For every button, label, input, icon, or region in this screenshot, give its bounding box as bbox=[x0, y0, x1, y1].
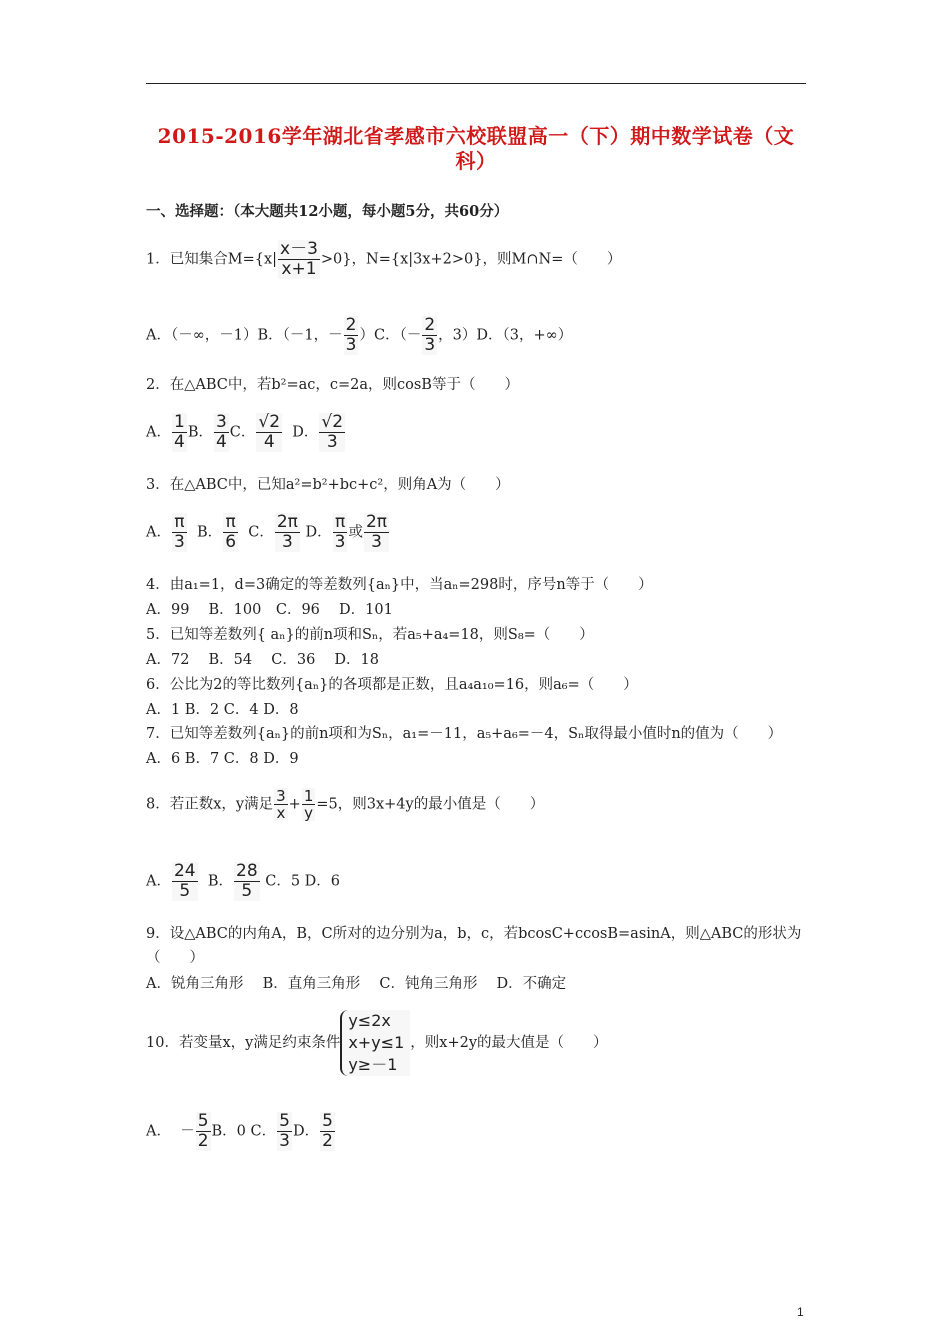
q1-fraction: $\frac{x-3}{x+1}$ bbox=[280, 239, 318, 279]
question-9-options: A．锐角三角形 B．直角三角形 C．钝角三角形 D．不确定 bbox=[146, 976, 567, 992]
question-6: 6．公比为2的等比数列{aₙ}的各项都是正数，且a₄a₁₀=16，则a₆=（ ） bbox=[146, 677, 638, 693]
question-8: 8．若正数x，y满足 $\frac{3}{x}$ + $\frac{1}{y}$ =5，则3x+4y的最小值是（ ） bbox=[146, 787, 545, 822]
question-1-options: A．（－∞，－1）B．（－1，－ $\frac{2}{3}$ ）C．（－ $\frac{2}{3}$ ，3）D．（3，+∞） bbox=[146, 315, 573, 355]
question-1 bbox=[146, 240, 621, 279]
q1-prefix: 1．已知集合M={x| bbox=[146, 251, 278, 268]
question-9-line2: （ ） bbox=[146, 950, 204, 966]
header-rule bbox=[146, 83, 806, 84]
question-2: 2．在△ABC中，若b²=ac，c=2a，则cosB等于（ ） bbox=[146, 377, 519, 393]
constraint-system: y≤2x x+y≤1 y≥－1 bbox=[340, 1010, 410, 1076]
q1-frac-b: $\frac{2}{3}$ bbox=[345, 315, 357, 355]
question-3-options: A． $\frac{\pi}{3}$ B． $\frac{\pi}{6}$ C． $\frac{2\pi}{3}$ D． $\frac{\pi}{3}$ 或 $\frac{2\pi}{3}$ bbox=[146, 512, 388, 552]
q1-frac-c: $\frac{2}{3}$ bbox=[424, 315, 436, 355]
question-6-options: A．1 B．2 C．4 D．8 bbox=[146, 702, 299, 718]
page-number: 1 bbox=[797, 1305, 804, 1319]
page-title: 2015-2016学年湖北省孝感市六校联盟高一（下）期中数学试卷（文科） bbox=[157, 124, 795, 173]
question-9: 9．设△ABC的内角A，B，C所对的边分别为a，b，c，若bcosC+ccosB=asinA，则△ABC的形状为 bbox=[146, 926, 802, 942]
question-8-options: A． $\frac{24}{5}$ B． $\frac{28}{5}$ C．5 D．6 bbox=[146, 861, 341, 901]
question-10-options: A． － $\frac{5}{2}$ B．0 C． $\frac{5}{3}$ D． $\frac{5}{2}$ bbox=[146, 1111, 333, 1151]
section-heading: 一、选择题：（本大题共12小题，每小题5分，共60分） bbox=[146, 203, 509, 220]
question-4: 4．由a₁=1，d=3确定的等差数列{aₙ}中，当aₙ=298时，序号n等于（ ） bbox=[146, 577, 653, 593]
question-4-options: A．99 B．100 C．96 D．101 bbox=[146, 602, 393, 618]
question-10: 10．若变量x，y满足约束条件 y≤2x x+y≤1 y≥－1 ，则x+2y的最大值是（ ） bbox=[146, 1011, 608, 1074]
question-5-options: A．72 B．54 C．36 D．18 bbox=[146, 652, 379, 668]
question-5: 5．已知等差数列{ aₙ}的前n项和Sₙ，若a₅+a₄=18，则S₈=（ ） bbox=[146, 627, 594, 643]
q1-suffix: >0}，N={x|3x+2>0}，则M∩N=（ ） bbox=[320, 251, 622, 268]
question-2-options: A． $\frac{1}{4}$ B． $\frac{3}{4}$ C． $\frac{√2}{4}$ D． $\frac{√2}{3}$ bbox=[146, 412, 344, 452]
question-7-options: A．6 B．7 C．8 D．9 bbox=[146, 751, 299, 767]
question-7: 7．已知等差数列{aₙ}的前n项和为Sₙ，a₁=－11，a₅+a₆=－4，Sₙ取得最小值时n的值为（ ） bbox=[146, 726, 783, 742]
question-3: 3．在△ABC中，已知a²=b²+bc+c²，则角A为（ ） bbox=[146, 477, 510, 493]
